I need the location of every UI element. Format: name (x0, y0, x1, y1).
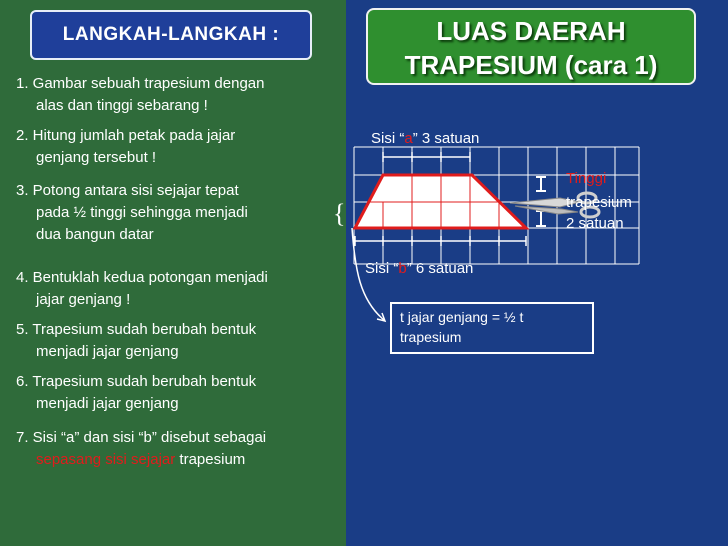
note-line-1: t jajar genjang = ½ t (400, 309, 524, 325)
side-a-label: Sisi “a” 3 satuan (371, 130, 480, 147)
step-3-line1: 3. Potong antara sisi sejajar tepat (16, 182, 239, 199)
curly-brace-icon: { (333, 199, 346, 228)
step-3-line3: dua bangun datar (36, 226, 154, 243)
height-value: 2 satuan (566, 215, 624, 232)
steps-heading: LANGKAH-LANGKAH : (30, 10, 312, 60)
height-word: trapesium (566, 194, 632, 211)
side-a-marker (383, 152, 470, 162)
side-b-marker (355, 236, 526, 246)
step-6-line1: 6. Trapesium sudah berubah bentuk (16, 373, 257, 390)
side-b-letter: b (398, 260, 407, 277)
step-7-rest: trapesium (175, 451, 246, 468)
title-line-1: LUAS DAERAH (436, 16, 626, 46)
note-line-2: trapesium (400, 329, 462, 345)
step-4-line1: 4. Bentuklah kedua potongan menjadi (16, 269, 268, 286)
note-box (390, 302, 594, 354)
side-a-letter: a (404, 130, 413, 147)
step-6-line2: menjadi jajar genjang (36, 395, 179, 412)
title-line-2: TRAPESIUM (cara 1) (404, 50, 658, 80)
step-5-line1: 5. Trapesium sudah berubah bentuk (16, 321, 257, 338)
step-5-line2: menjadi jajar genjang (36, 343, 179, 360)
step-4-line2: jajar genjang ! (36, 291, 131, 308)
step-7-line1: 7. Sisi “a” dan sisi “b” disebut sebagai (16, 429, 267, 446)
height-title: Tinggi (566, 170, 607, 187)
side-b-label: Sisi “b” 6 satuan (365, 260, 474, 277)
step-1-line2: alas dan tinggi sebarang ! (36, 97, 208, 114)
step-2-line2: genjang tersebut ! (36, 149, 157, 166)
step-1-line1: 1. Gambar sebuah trapesium dengan (16, 75, 265, 92)
step-2-line1: 2. Hitung jumlah petak pada jajar (16, 127, 236, 144)
step-3-line2: pada ½ tinggi sehingga menjadi (36, 204, 248, 221)
step-7-highlight: sepasang sisi sejajar (36, 451, 176, 468)
